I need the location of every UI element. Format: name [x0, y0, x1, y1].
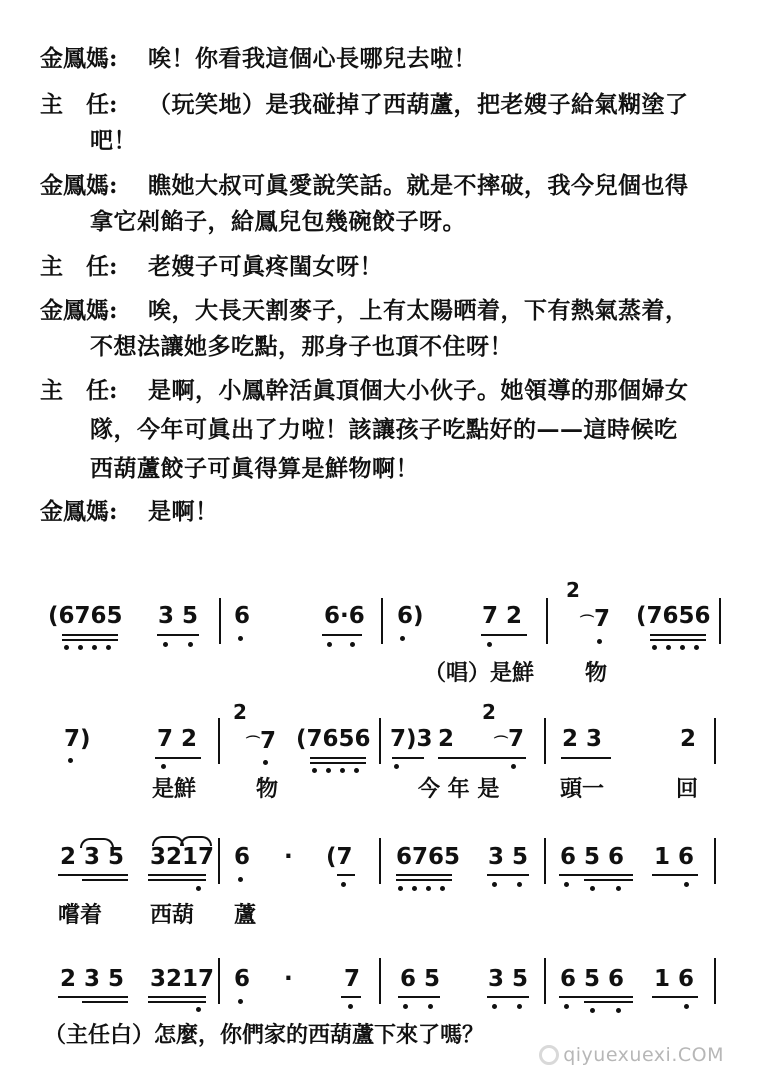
- bar-line: [381, 598, 383, 644]
- underline: [396, 879, 452, 881]
- note-group: (6765: [48, 603, 123, 629]
- note: 6): [397, 603, 424, 629]
- low-octave-dot: [327, 642, 332, 647]
- underline: [559, 874, 633, 876]
- note-group: 3 5: [488, 844, 529, 870]
- dialogue-line: 唉！你看我這個心長哪兒去啦！: [148, 45, 477, 72]
- bar-line: [714, 838, 716, 884]
- bar-line: [544, 718, 546, 764]
- low-octave-dot: [684, 1004, 689, 1009]
- low-octave-dot: [64, 645, 69, 650]
- low-octave-dot: [161, 764, 166, 769]
- note: 6: [234, 844, 251, 870]
- note: 2: [438, 726, 455, 752]
- low-octave-dot: [597, 639, 602, 644]
- note: 2: [680, 726, 697, 752]
- bar-line: [219, 598, 221, 644]
- speaker-label: 金鳳媽:: [40, 498, 118, 525]
- dialogue-line: 隊，今年可眞出了力啦！該讓孩子吃點好的——這時候吃: [90, 416, 678, 443]
- underline: [650, 634, 706, 636]
- underline: [341, 996, 361, 998]
- note: 6: [234, 603, 251, 629]
- low-octave-dot: [341, 882, 346, 887]
- low-octave-dot: [616, 886, 621, 891]
- bar-line: [714, 718, 716, 764]
- low-octave-dot: [666, 645, 671, 650]
- low-octave-dot: [590, 886, 595, 891]
- note-group: 1 6: [654, 844, 695, 870]
- low-octave-dot: [350, 642, 355, 647]
- grace-note: 2: [482, 700, 496, 724]
- low-octave-dot: [412, 886, 417, 891]
- low-octave-dot: [517, 882, 522, 887]
- note-group: 3217: [150, 966, 215, 992]
- dialogue-line: 瞧她大叔可眞愛說笑話。就是不摔破，我今兒個也得: [148, 172, 689, 199]
- underline: [82, 1001, 128, 1003]
- grace-slur-icon: ⌒: [494, 736, 508, 752]
- low-octave-dot: [428, 1004, 433, 1009]
- low-octave-dot: [348, 1004, 353, 1009]
- low-octave-dot: [492, 882, 497, 887]
- underline: [650, 639, 706, 641]
- lyric: 物: [256, 776, 279, 802]
- low-octave-dot: [263, 760, 268, 765]
- underline: [62, 634, 118, 636]
- low-octave-dot: [564, 882, 569, 887]
- lyric: 是鮮: [152, 776, 197, 802]
- low-octave-dot: [312, 768, 317, 773]
- low-octave-dot: [616, 1008, 621, 1013]
- note-group: 6 5 6: [560, 966, 625, 992]
- underline: [487, 874, 529, 876]
- note-group: (7656: [296, 726, 371, 752]
- low-octave-dot: [680, 645, 685, 650]
- low-octave-dot: [652, 645, 657, 650]
- lyric: 嚐着: [58, 902, 103, 928]
- underline: [584, 1001, 633, 1003]
- low-octave-dot: [564, 1004, 569, 1009]
- underline: [481, 634, 527, 636]
- bar-line: [379, 718, 381, 764]
- low-octave-dot: [238, 999, 243, 1004]
- low-octave-dot: [684, 882, 689, 887]
- low-octave-dot: [426, 886, 431, 891]
- bar-line: [379, 958, 381, 1004]
- underline: [62, 639, 118, 641]
- low-octave-dot: [400, 636, 405, 641]
- speaker-label: 主 任:: [40, 377, 118, 404]
- note-group: 2 3 5: [60, 966, 125, 992]
- watermark-logo-icon: [539, 1045, 559, 1065]
- note: (7: [326, 844, 353, 870]
- grace-slur-icon: ⌒: [246, 736, 260, 752]
- underline: [322, 634, 362, 636]
- low-octave-dot: [188, 642, 193, 647]
- dialogue-line: 是啊！: [148, 498, 219, 525]
- underline: [584, 879, 633, 881]
- lyric: 西葫: [150, 902, 195, 928]
- underline: [155, 757, 201, 759]
- note-group: 3217: [150, 844, 215, 870]
- low-octave-dot: [326, 768, 331, 773]
- underline: [392, 757, 424, 759]
- low-octave-dot: [398, 886, 403, 891]
- dialogue-line: 拿它剁餡子，給鳳兒包幾碗餃子呀。: [90, 208, 466, 235]
- bar-line: [218, 958, 220, 1004]
- grace-slur-icon: ⌒: [580, 615, 594, 631]
- dialogue-line: （玩笑地）是我碰掉了西葫蘆，把老嫂子給氣糊塗了: [148, 91, 689, 118]
- speaker-label: 主 任:: [40, 253, 118, 280]
- low-octave-dot: [354, 768, 359, 773]
- note-group: 3 5: [158, 603, 199, 629]
- underline: [148, 874, 206, 876]
- low-octave-dot: [340, 768, 345, 773]
- underline: [148, 1001, 206, 1003]
- note: 7: [260, 728, 277, 754]
- note-group: 6 5 6: [560, 844, 625, 870]
- note: 7: [594, 606, 611, 632]
- low-octave-dot: [163, 642, 168, 647]
- note: 7: [508, 726, 525, 752]
- underline: [157, 634, 199, 636]
- low-octave-dot: [440, 886, 445, 891]
- low-octave-dot: [394, 764, 399, 769]
- bar-line: [544, 958, 546, 1004]
- low-octave-dot: [78, 645, 83, 650]
- note-group: (7656: [636, 603, 711, 629]
- underline: [396, 874, 452, 876]
- underline: [561, 757, 611, 759]
- augmentation-dot: ·: [284, 844, 293, 870]
- grace-note: 2: [233, 700, 247, 724]
- note-group: 3 5: [488, 966, 529, 992]
- low-octave-dot: [492, 1004, 497, 1009]
- low-octave-dot: [68, 758, 73, 763]
- note-group: 7)3: [390, 726, 433, 752]
- low-octave-dot: [196, 886, 201, 891]
- low-octave-dot: [196, 1007, 201, 1012]
- augmentation-dot: ·: [284, 966, 293, 992]
- underline: [487, 996, 529, 998]
- lyric: 物: [585, 660, 608, 686]
- underline: [438, 757, 526, 759]
- dialogue-line: 西葫蘆餃子可眞得算是鮮物啊！: [90, 455, 419, 482]
- note-group: 6 5: [400, 966, 441, 992]
- low-octave-dot: [590, 1008, 595, 1013]
- note: 7): [64, 726, 91, 752]
- lyric: （唱）是鮮: [424, 660, 535, 686]
- bar-line: [379, 838, 381, 884]
- dialogue-line: 老嫂子可眞疼閨女呀！: [148, 253, 383, 280]
- low-octave-dot: [106, 645, 111, 650]
- spoken-line: （主任白）怎麼，你們家的西葫蘆下來了嗎？: [44, 1022, 485, 1048]
- underline: [398, 996, 440, 998]
- underline: [337, 874, 355, 876]
- speaker-label: 主 任:: [40, 91, 118, 118]
- low-octave-dot: [92, 645, 97, 650]
- dialogue-line: 是啊，小鳳幹活眞頂個大小伙子。她領導的那個婦女: [148, 377, 689, 404]
- underline: [559, 996, 633, 998]
- underline: [310, 757, 366, 759]
- bar-line: [544, 838, 546, 884]
- note-group: 1 6: [654, 966, 695, 992]
- underline: [652, 874, 698, 876]
- bar-line: [218, 838, 220, 884]
- underline: [82, 879, 128, 881]
- dialogue-line: 唉，大長天割麥子，上有太陽晒着，下有熱氣蒸着，: [148, 297, 689, 324]
- note-group: 6765: [396, 844, 461, 870]
- lyric: 蘆: [234, 902, 257, 928]
- lyric: 今 年 是: [418, 776, 500, 802]
- underline: [652, 996, 698, 998]
- underline: [58, 874, 128, 876]
- low-octave-dot: [511, 764, 516, 769]
- speaker-label: 金鳳媽:: [40, 172, 118, 199]
- underline: [148, 879, 206, 881]
- underline: [58, 996, 128, 998]
- low-octave-dot: [403, 1004, 408, 1009]
- speaker-label: 金鳳媽:: [40, 45, 118, 72]
- note-group: 2 3 5: [60, 844, 125, 870]
- note-group: 6·6: [324, 603, 365, 629]
- bar-line: [218, 718, 220, 764]
- grace-note: 2: [566, 578, 580, 602]
- dialogue-line: 不想法讓她多吃點，那身子也頂不住呀！: [90, 333, 513, 360]
- lyric: 頭一: [560, 776, 605, 802]
- note: 7: [344, 966, 361, 992]
- dialogue-line: 吧！: [90, 127, 137, 154]
- low-octave-dot: [694, 645, 699, 650]
- underline: [310, 762, 366, 764]
- note-group: 2 3: [562, 726, 603, 752]
- bar-line: [719, 598, 721, 644]
- bar-line: [546, 598, 548, 644]
- note-group: 7 2: [157, 726, 198, 752]
- low-octave-dot: [238, 877, 243, 882]
- underline: [148, 996, 206, 998]
- watermark: [539, 1044, 724, 1066]
- bar-line: [714, 958, 716, 1004]
- note-group: 7 2: [482, 603, 523, 629]
- low-octave-dot: [238, 636, 243, 641]
- note: 6: [234, 966, 251, 992]
- watermark-text: qiyuexuexi.COM: [563, 1044, 724, 1066]
- low-octave-dot: [487, 642, 492, 647]
- lyric: 回: [676, 776, 699, 802]
- low-octave-dot: [517, 1004, 522, 1009]
- speaker-label: 金鳳媽:: [40, 297, 118, 324]
